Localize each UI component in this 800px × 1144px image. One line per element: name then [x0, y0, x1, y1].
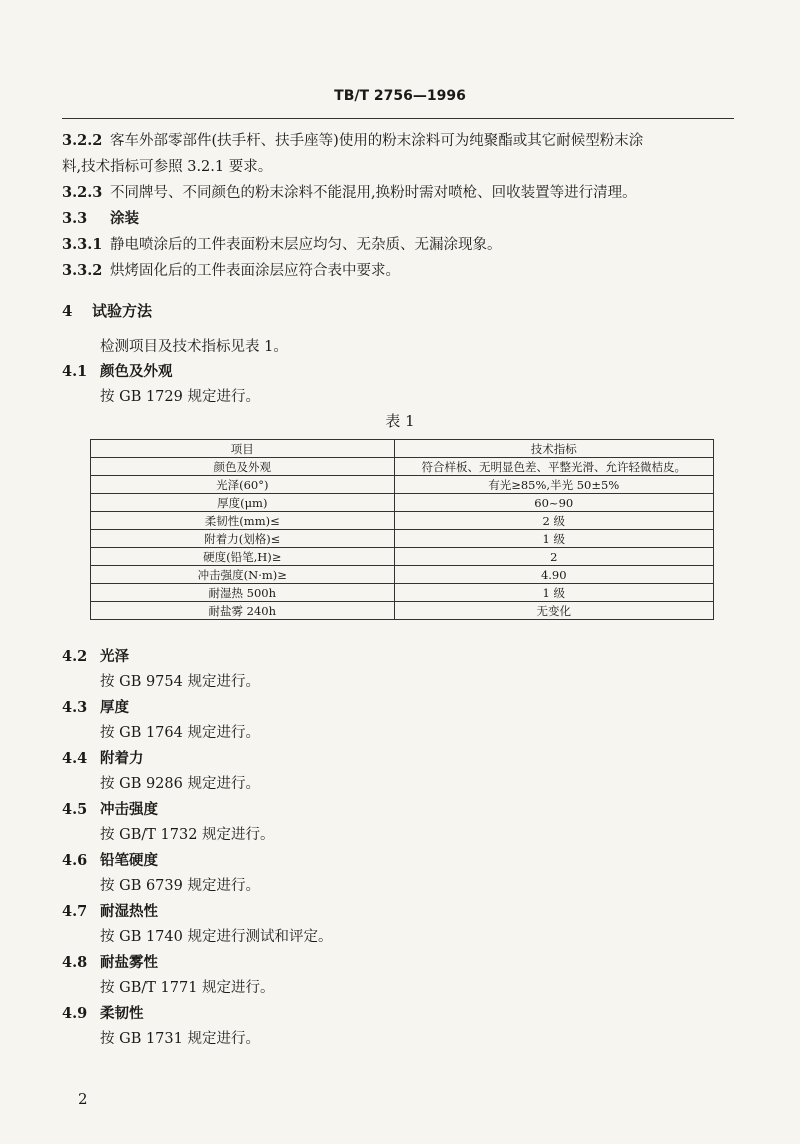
- table-cell: 颜色及外观: [91, 458, 395, 476]
- heading-3-3: [62, 208, 734, 230]
- clause-number: 3.3.2: [62, 262, 103, 279]
- clause-text: 按 GB/T 1771 规定进行。: [100, 980, 275, 996]
- clause-text: 按 GB 6739 规定进行。: [100, 878, 260, 894]
- table-row: [91, 584, 714, 602]
- standard-number-header: TB/T 2756—1996: [334, 88, 466, 104]
- clause-title: 耐盐雾性: [100, 954, 158, 971]
- clause-number: 3.3: [62, 210, 88, 227]
- heading-4-4: [62, 748, 734, 770]
- clause-number: 4.7: [62, 903, 88, 920]
- clause-number: 4.3: [62, 699, 88, 716]
- table-cell: 有光≥85%,半光 50±5%: [394, 476, 713, 494]
- heading-4-7: [62, 901, 734, 923]
- heading-4-5: [62, 799, 734, 821]
- clause-title: 柔韧性: [100, 1005, 144, 1022]
- section-title: 试验方法: [92, 302, 153, 320]
- table-cell: 冲击强度(N·m)≥: [91, 566, 395, 584]
- clause-title: 涂装: [110, 210, 139, 227]
- clause-number: 4.1: [62, 363, 88, 380]
- table-cell: 符合样板、无明显色差、平整光滑、允许轻微桔皮。: [394, 458, 713, 476]
- table-cell: 硬度(铅笔,H)≥: [91, 548, 395, 566]
- heading-4-2: [62, 646, 734, 668]
- clause-number: 4.6: [62, 852, 88, 869]
- header-rule: [62, 118, 734, 119]
- table-row: [91, 458, 714, 476]
- clause-title: 光泽: [100, 648, 129, 665]
- table-cell: 60~90: [394, 494, 713, 512]
- table-cell: 厚度(μm): [91, 494, 395, 512]
- table-cell: 耐湿热 500h: [91, 584, 395, 602]
- clause-number: 4.8: [62, 954, 88, 971]
- clause-text: 按 GB 1764 规定进行。: [100, 725, 260, 741]
- clause-title: 铅笔硬度: [100, 852, 158, 869]
- clause-title: 颜色及外观: [100, 363, 173, 380]
- para-3-2-2: [62, 130, 734, 152]
- spec-table: [90, 439, 714, 620]
- table-cell: 1 级: [394, 530, 713, 548]
- heading-4-1: [62, 361, 734, 383]
- clause-text: 静电喷涂后的工件表面粉末层应均匀、无杂质、无漏涂现象。: [110, 237, 502, 253]
- table-row: [91, 494, 714, 512]
- clause-text: 按 GB 1731 规定进行。: [100, 1031, 260, 1047]
- clause-text: 料,技术指标可参照 3.2.1 要求。: [62, 159, 273, 175]
- table-cell: 柔韧性(mm)≤: [91, 512, 395, 530]
- clause-title: 附着力: [100, 750, 144, 767]
- section-4-intro: 检测项目及技术指标见表 1。: [100, 339, 288, 355]
- heading-4-3: [62, 697, 734, 719]
- clause-text: 不同牌号、不同颜色的粉末涂料不能混用,换粉时需对喷枪、回收装置等进行清理。: [110, 185, 637, 201]
- table-cell: 4.90: [394, 566, 713, 584]
- clause-number: 3.2.2: [62, 132, 103, 149]
- table-header-item: 项目: [91, 440, 395, 458]
- table-header-row: [91, 440, 714, 458]
- table-cell: 耐盐雾 240h: [91, 602, 395, 620]
- table-cell: 2 级: [394, 512, 713, 530]
- clause-title: 冲击强度: [100, 801, 158, 818]
- clause-text: 客车外部零部件(扶手杆、扶手座等)使用的粉末涂料可为纯聚酯或其它耐候型粉末涂: [110, 133, 644, 149]
- clause-number: 3.3.1: [62, 236, 103, 253]
- para-3-2-3: [62, 182, 734, 204]
- heading-4-9: [62, 1003, 734, 1025]
- table-caption: 表 1: [385, 412, 415, 430]
- clause-text: 按 GB 9286 规定进行。: [100, 776, 260, 792]
- table-row: [91, 566, 714, 584]
- clause-number: 4.2: [62, 648, 88, 665]
- clause-title: 厚度: [100, 699, 129, 716]
- table-cell: 无变化: [394, 602, 713, 620]
- table-row: [91, 548, 714, 566]
- section-number: 4: [62, 302, 73, 320]
- para-3-3-1: [62, 234, 734, 256]
- table-cell: 附着力(划格)≤: [91, 530, 395, 548]
- heading-section-4: [62, 300, 734, 322]
- clause-number: 4.5: [62, 801, 88, 818]
- para-4-1-text: 按 GB 1729 规定进行。: [100, 389, 260, 405]
- table-cell: 光泽(60°): [91, 476, 395, 494]
- clause-text: 按 GB 1740 规定进行测试和评定。: [100, 929, 333, 945]
- table-row: [91, 602, 714, 620]
- table-row: [91, 530, 714, 548]
- table-row: [91, 512, 714, 530]
- clause-text: 烘烤固化后的工件表面涂层应符合表中要求。: [110, 263, 400, 279]
- table-row: [91, 476, 714, 494]
- clause-text: 按 GB 9754 规定进行。: [100, 674, 260, 690]
- table-header-spec: 技术指标: [394, 440, 713, 458]
- clause-text: 按 GB/T 1732 规定进行。: [100, 827, 275, 843]
- heading-4-8: [62, 952, 734, 974]
- table-cell: 1 级: [394, 584, 713, 602]
- clause-number: 4.4: [62, 750, 88, 767]
- para-3-3-2: [62, 260, 734, 282]
- para-3-2-2-cont: [62, 156, 734, 178]
- clause-number: 4.9: [62, 1005, 88, 1022]
- clause-number: 3.2.3: [62, 184, 103, 201]
- heading-4-6: [62, 850, 734, 872]
- clause-title: 耐湿热性: [100, 903, 158, 920]
- table-cell: 2: [394, 548, 713, 566]
- page-number: 2: [78, 1090, 88, 1108]
